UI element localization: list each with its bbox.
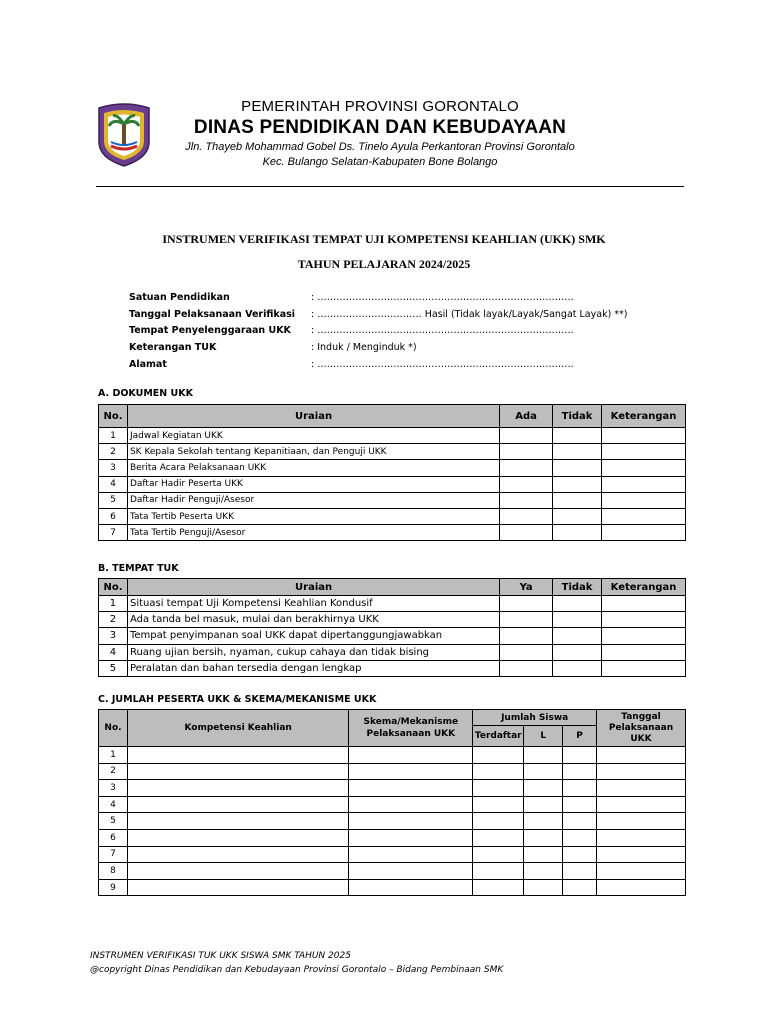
col-header: No. — [99, 579, 128, 596]
input-cell[interactable] — [349, 747, 473, 764]
row-text: Berita Acara Pelaksanaan UKK — [127, 460, 499, 476]
check-cell[interactable] — [553, 428, 602, 444]
check-cell[interactable] — [500, 596, 553, 612]
note-cell[interactable] — [602, 596, 686, 612]
input-cell[interactable] — [127, 780, 348, 797]
col-header-no: No. — [99, 710, 128, 747]
input-cell[interactable] — [597, 829, 686, 846]
input-cell[interactable] — [597, 763, 686, 780]
check-cell[interactable] — [500, 525, 553, 541]
table-row — [99, 644, 686, 660]
table-row — [99, 492, 686, 508]
section-a-heading: A. DOKUMEN UKK — [98, 388, 193, 399]
row-text: Ada tanda bel masuk, mulai dan berakhirnya UKK — [127, 612, 499, 628]
input-cell[interactable] — [473, 813, 524, 830]
col-header-jumlah: Jumlah Siswa — [473, 710, 597, 726]
info-label: Alamat — [129, 359, 167, 371]
table-row — [99, 763, 686, 780]
row-text: Tata Tertib Peserta UKK — [127, 508, 499, 524]
info-value: : ……………………………………………………………………… — [311, 325, 574, 337]
col-header: Keterangan — [602, 579, 686, 596]
row-number: 8 — [99, 863, 128, 880]
row-text: Situasi tempat Uji Kompetensi Keahlian Kondusif — [127, 596, 499, 612]
row-number: 3 — [99, 628, 128, 644]
col-header-terdaftar: Terdaftar — [473, 726, 524, 747]
input-cell[interactable] — [524, 780, 563, 797]
row-text: Tempat penyimpanan soal UKK dapat dipertanggungjawabkan — [127, 628, 499, 644]
input-cell[interactable] — [597, 846, 686, 863]
section-c-heading: C. JUMLAH PESERTA UKK & SKEMA/MEKANISME UKK — [98, 694, 377, 705]
row-text: SK Kepala Sekolah tentang Kepanitiaan, dan Penguji UKK — [127, 444, 499, 460]
table-header-row — [99, 579, 686, 596]
identity-block — [129, 289, 628, 373]
info-value: : …………………………… Hasil (Tidak layak/Layak/Sangat Layak) **) — [311, 308, 628, 320]
info-row — [129, 356, 628, 373]
input-cell[interactable] — [524, 879, 563, 896]
table-row — [99, 508, 686, 524]
check-cell[interactable] — [500, 644, 553, 660]
input-cell[interactable] — [473, 846, 524, 863]
input-cell[interactable] — [524, 813, 563, 830]
input-cell[interactable] — [524, 846, 563, 863]
check-cell[interactable] — [553, 508, 602, 524]
row-number: 2 — [99, 444, 128, 460]
input-cell[interactable] — [524, 796, 563, 813]
input-cell[interactable] — [127, 796, 348, 813]
table-row — [99, 428, 686, 444]
row-text: Daftar Hadir Penguji/Asesor — [127, 492, 499, 508]
letterhead-divider — [96, 186, 684, 187]
input-cell[interactable] — [349, 829, 473, 846]
note-cell[interactable] — [602, 660, 686, 676]
input-cell[interactable] — [524, 763, 563, 780]
row-text: Jadwal Kegiatan UKK — [127, 428, 499, 444]
info-label: Tempat Penyelenggaraan UKK — [129, 325, 291, 337]
footer-line-2: @copyright Dinas Pendidikan dan Kebudayaan Provinsi Gorontalo – Bidang Pembinaan SMK — [90, 965, 504, 975]
input-cell[interactable] — [473, 879, 524, 896]
row-number: 3 — [99, 460, 128, 476]
note-cell[interactable] — [602, 508, 686, 524]
input-cell[interactable] — [127, 863, 348, 880]
check-cell[interactable] — [500, 628, 553, 644]
page-footer — [90, 949, 503, 977]
input-cell[interactable] — [127, 813, 348, 830]
row-text: Peralatan dan bahan tersedia dengan lengkap — [127, 660, 499, 676]
input-cell[interactable] — [597, 879, 686, 896]
info-row — [129, 306, 628, 323]
col-header-kompetensi: Kompetensi Keahlian — [127, 710, 348, 747]
check-cell[interactable] — [500, 428, 553, 444]
row-number: 4 — [99, 476, 128, 492]
info-value: : Induk / Menginduk *) — [311, 342, 417, 354]
input-cell[interactable] — [473, 747, 524, 764]
input-cell[interactable] — [127, 829, 348, 846]
department-name: DINAS PENDIDIKAN DAN KEBUDAYAAN — [193, 117, 567, 138]
input-cell[interactable] — [473, 780, 524, 797]
table-row — [99, 444, 686, 460]
input-cell[interactable] — [563, 879, 597, 896]
table-row — [99, 863, 686, 880]
check-cell[interactable] — [553, 444, 602, 460]
row-number: 2 — [99, 612, 128, 628]
table-row — [99, 780, 686, 797]
input-cell[interactable] — [349, 780, 473, 797]
table-row — [99, 660, 686, 676]
col-header-skema: Skema/Mekanisme Pelaksanaan UKK — [349, 710, 473, 747]
row-text: Daftar Hadir Peserta UKK — [127, 476, 499, 492]
check-cell[interactable] — [553, 612, 602, 628]
input-cell[interactable] — [563, 846, 597, 863]
check-cell[interactable] — [500, 444, 553, 460]
row-number: 5 — [99, 660, 128, 676]
check-cell[interactable] — [500, 492, 553, 508]
input-cell[interactable] — [563, 796, 597, 813]
footer-line-1: INSTRUMEN VERIFIKASI TUK UKK SISWA SMK TAHUN 2025 — [90, 951, 351, 961]
table-row — [99, 476, 686, 492]
note-cell[interactable] — [602, 525, 686, 541]
input-cell[interactable] — [597, 796, 686, 813]
input-cell[interactable] — [597, 813, 686, 830]
input-cell[interactable] — [524, 829, 563, 846]
address-line-1: Jln. Thayeb Mohammad Gobel Ds. Tinelo Ayula Perkantoran Provinsi Gorontalo — [185, 141, 575, 153]
input-cell[interactable] — [473, 796, 524, 813]
row-number: 4 — [99, 644, 128, 660]
note-cell[interactable] — [602, 444, 686, 460]
col-header: Tidak — [553, 579, 602, 596]
table-row — [99, 846, 686, 863]
check-cell[interactable] — [553, 644, 602, 660]
col-header-p: P — [563, 726, 597, 747]
info-value: : ……………………………………………………………………… — [311, 291, 574, 303]
check-cell[interactable] — [553, 660, 602, 676]
check-cell[interactable] — [500, 508, 553, 524]
note-cell[interactable] — [602, 492, 686, 508]
check-cell[interactable] — [553, 460, 602, 476]
input-cell[interactable] — [473, 863, 524, 880]
input-cell[interactable] — [563, 763, 597, 780]
province-emblem-logo — [93, 102, 155, 168]
table-row — [99, 628, 686, 644]
input-cell[interactable] — [563, 813, 597, 830]
col-header: Uraian — [127, 579, 499, 596]
check-cell[interactable] — [553, 525, 602, 541]
input-cell[interactable] — [563, 747, 597, 764]
document-title: INSTRUMEN VERIFIKASI TEMPAT UJI KOMPETENSI KEAHLIAN (UKK) SMK — [162, 232, 606, 246]
dokumen-ukk-table — [98, 404, 686, 541]
table-row — [99, 879, 686, 896]
col-header: Tidak — [553, 405, 602, 428]
check-cell[interactable] — [500, 660, 553, 676]
row-number: 9 — [99, 879, 128, 896]
input-cell[interactable] — [349, 846, 473, 863]
input-cell[interactable] — [349, 863, 473, 880]
check-cell[interactable] — [553, 596, 602, 612]
input-cell[interactable] — [597, 747, 686, 764]
row-number: 6 — [99, 508, 128, 524]
input-cell[interactable] — [563, 780, 597, 797]
info-row — [129, 323, 628, 340]
col-header: No. — [99, 405, 128, 428]
input-cell[interactable] — [349, 796, 473, 813]
row-number: 7 — [99, 525, 128, 541]
col-header: Keterangan — [602, 405, 686, 428]
check-cell[interactable] — [553, 492, 602, 508]
table-header-row — [99, 405, 686, 428]
row-number: 4 — [99, 796, 128, 813]
info-row — [129, 289, 628, 306]
row-number: 7 — [99, 846, 128, 863]
check-cell[interactable] — [500, 476, 553, 492]
input-cell[interactable] — [563, 863, 597, 880]
input-cell[interactable] — [473, 829, 524, 846]
note-cell[interactable] — [602, 644, 686, 660]
row-number: 2 — [99, 763, 128, 780]
col-header: Uraian — [127, 405, 499, 428]
input-cell[interactable] — [524, 747, 563, 764]
table-row — [99, 747, 686, 764]
letterhead — [165, 96, 595, 169]
table-row — [99, 525, 686, 541]
row-number: 6 — [99, 829, 128, 846]
check-cell[interactable] — [500, 460, 553, 476]
row-text: Tata Tertib Penguji/Asesor — [127, 525, 499, 541]
check-cell[interactable] — [500, 612, 553, 628]
input-cell[interactable] — [524, 863, 563, 880]
row-text: Ruang ujian bersih, nyaman, cukup cahaya dan tidak bising — [127, 644, 499, 660]
note-cell[interactable] — [602, 428, 686, 444]
input-cell[interactable] — [473, 763, 524, 780]
table-header-row — [99, 710, 686, 726]
check-cell[interactable] — [553, 628, 602, 644]
col-header: Ya — [500, 579, 553, 596]
note-cell[interactable] — [602, 460, 686, 476]
row-number: 5 — [99, 813, 128, 830]
info-label: Keterangan TUK — [129, 342, 217, 354]
row-number: 1 — [99, 428, 128, 444]
input-cell[interactable] — [597, 863, 686, 880]
table-row — [99, 460, 686, 476]
input-cell[interactable] — [563, 829, 597, 846]
table-row — [99, 796, 686, 813]
info-value: : ……………………………………………………………………… — [311, 359, 574, 371]
check-cell[interactable] — [553, 476, 602, 492]
note-cell[interactable] — [602, 476, 686, 492]
input-cell[interactable] — [349, 813, 473, 830]
input-cell[interactable] — [127, 846, 348, 863]
input-cell[interactable] — [127, 763, 348, 780]
col-header-tanggal: Tanggal Pelaksanaan UKK — [597, 710, 686, 747]
table-row — [99, 596, 686, 612]
input-cell[interactable] — [127, 879, 348, 896]
note-cell[interactable] — [602, 612, 686, 628]
row-number: 5 — [99, 492, 128, 508]
input-cell[interactable] — [127, 747, 348, 764]
col-header: Ada — [500, 405, 553, 428]
row-number: 1 — [99, 596, 128, 612]
input-cell[interactable] — [349, 879, 473, 896]
col-header-l: L — [524, 726, 563, 747]
info-label: Tanggal Pelaksanaan Verifikasi — [129, 308, 296, 320]
info-row — [129, 339, 628, 356]
table-row — [99, 612, 686, 628]
document-subtitle: TAHUN PELAJARAN 2024/2025 — [297, 257, 471, 271]
table-row — [99, 829, 686, 846]
input-cell[interactable] — [597, 780, 686, 797]
table-row — [99, 813, 686, 830]
address-line-2: Kec. Bulango Selatan-Kabupaten Bone Bolango — [262, 156, 498, 168]
input-cell[interactable] — [349, 763, 473, 780]
row-number: 1 — [99, 747, 128, 764]
government-name: PEMERINTAH PROVINSI GORONTALO — [241, 98, 519, 115]
jumlah-peserta-table — [98, 709, 686, 896]
section-b-heading: B. TEMPAT TUK — [98, 563, 179, 574]
info-label: Satuan Pendidikan — [129, 291, 230, 303]
note-cell[interactable] — [602, 628, 686, 644]
tempat-tuk-table — [98, 578, 686, 677]
row-number: 3 — [99, 780, 128, 797]
